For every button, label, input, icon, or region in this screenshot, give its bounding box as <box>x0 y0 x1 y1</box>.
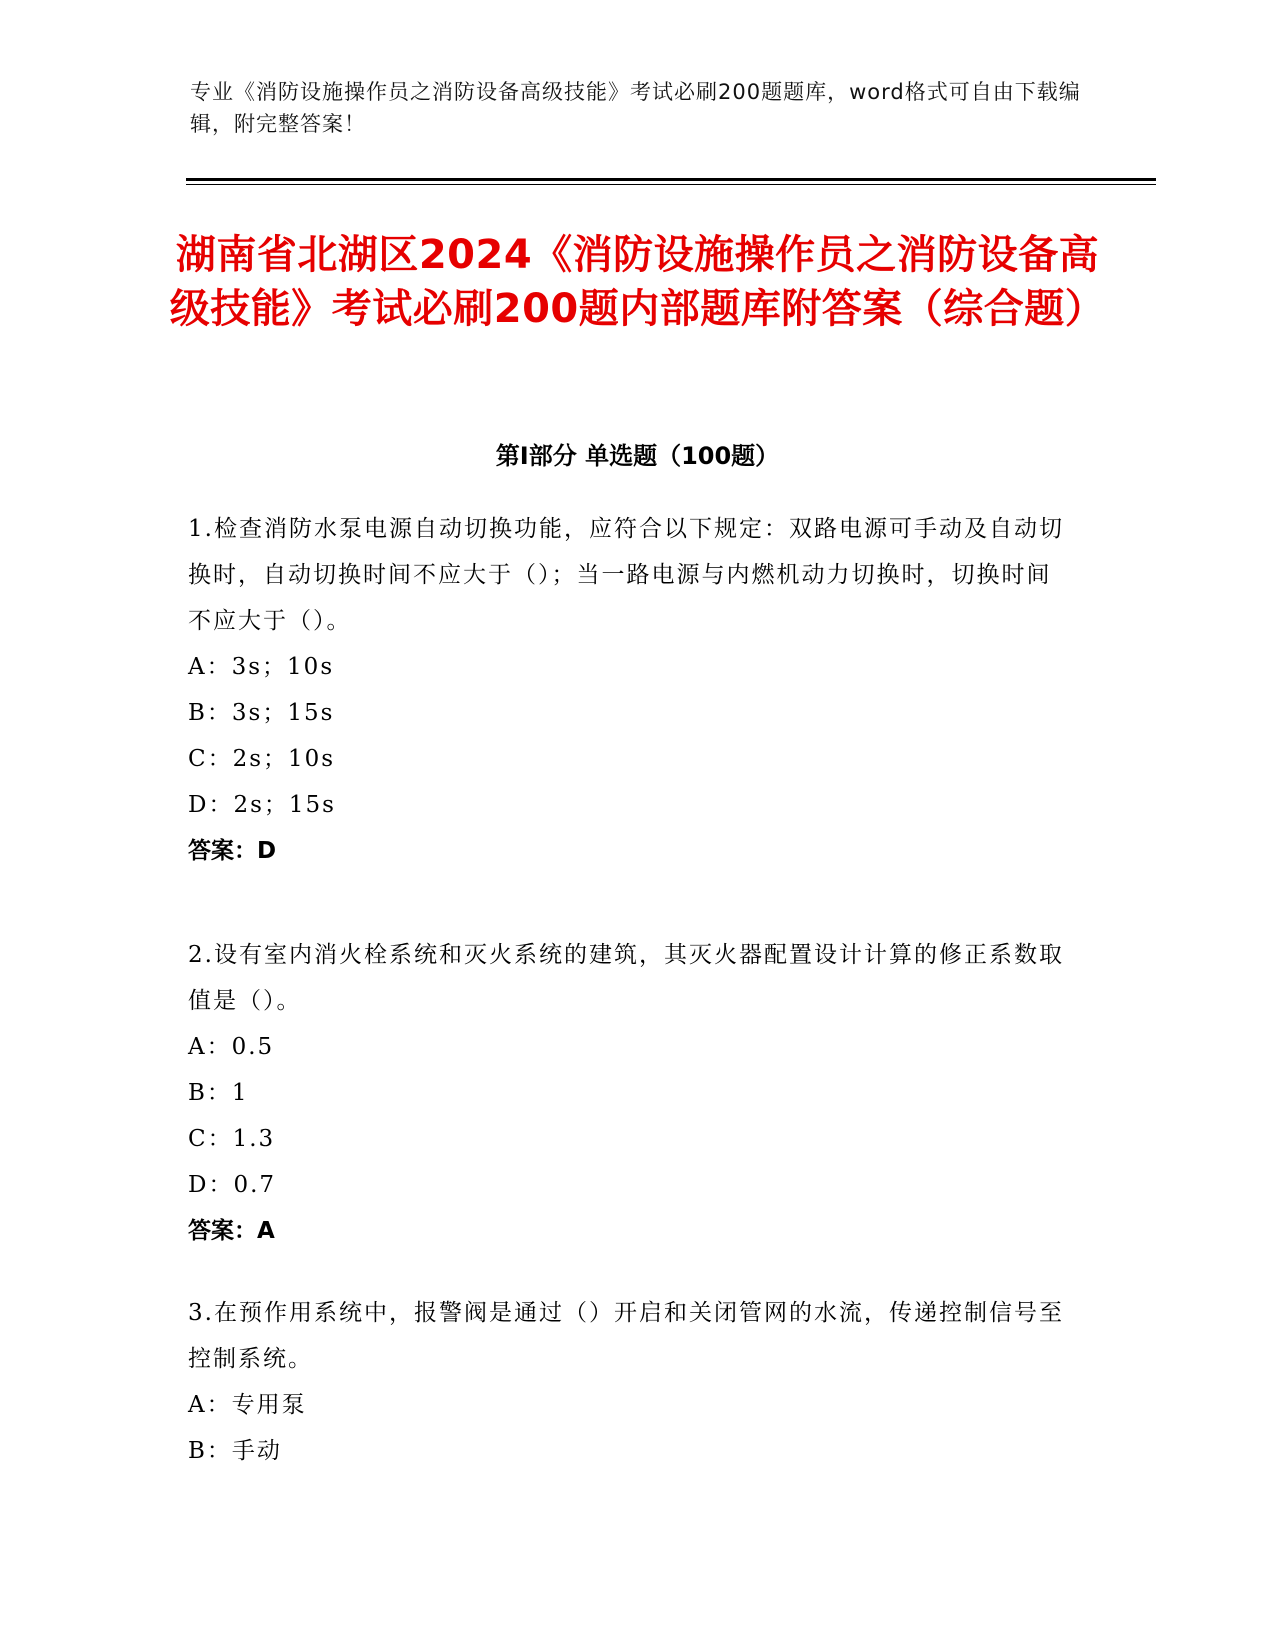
option-d: D：2s；15s <box>188 792 336 818</box>
document-title: 湖南省北湖区2024《消防设施操作员之消防设备高级技能》考试必刷200题内部题库附答案（综合题） <box>169 232 1106 332</box>
option-a: A：3s；10s <box>188 654 335 680</box>
option-c: C：1.3 <box>188 1126 276 1152</box>
option-a: A：专用泵 <box>188 1392 307 1418</box>
option-b: B：3s；15s <box>188 700 335 726</box>
section-title: 第Ⅰ部分 单选题（100题） <box>495 442 780 470</box>
question-stem: 2.设有室内消火栓系统和灭火系统的建筑，其灭火器配置设计计算的修正系数取值是（）。 <box>188 942 1064 1014</box>
answer: 答案：A <box>188 1218 275 1244</box>
question-2 <box>188 932 1068 1254</box>
option-b: B：1 <box>188 1080 249 1106</box>
question-3 <box>188 1290 1068 1474</box>
option-b: B：手动 <box>188 1438 282 1464</box>
header-note: 专业《消防设施操作员之消防设备高级技能》考试必刷200题题库，word格式可自由下载编辑，附完整答案！ <box>190 80 1081 136</box>
option-d: D：0.7 <box>188 1172 277 1198</box>
question-1 <box>188 506 1068 874</box>
option-c: C：2s；10s <box>188 746 336 772</box>
header-divider-thick <box>186 178 1156 181</box>
option-a: A：0.5 <box>188 1034 275 1060</box>
answer: 答案：D <box>188 838 277 864</box>
question-stem: 1.检查消防水泵电源自动切换功能，应符合以下规定：双路电源可手动及自动切换时，自动切换时间不应大于（）；当一路电源与内燃机动力切换时，切换时间不应大于（）。 <box>188 516 1064 634</box>
header-divider-thin <box>186 184 1156 185</box>
question-stem: 3.在预作用系统中，报警阀是通过（）开启和关闭管网的水流，传递控制信号至控制系统。 <box>188 1300 1064 1372</box>
